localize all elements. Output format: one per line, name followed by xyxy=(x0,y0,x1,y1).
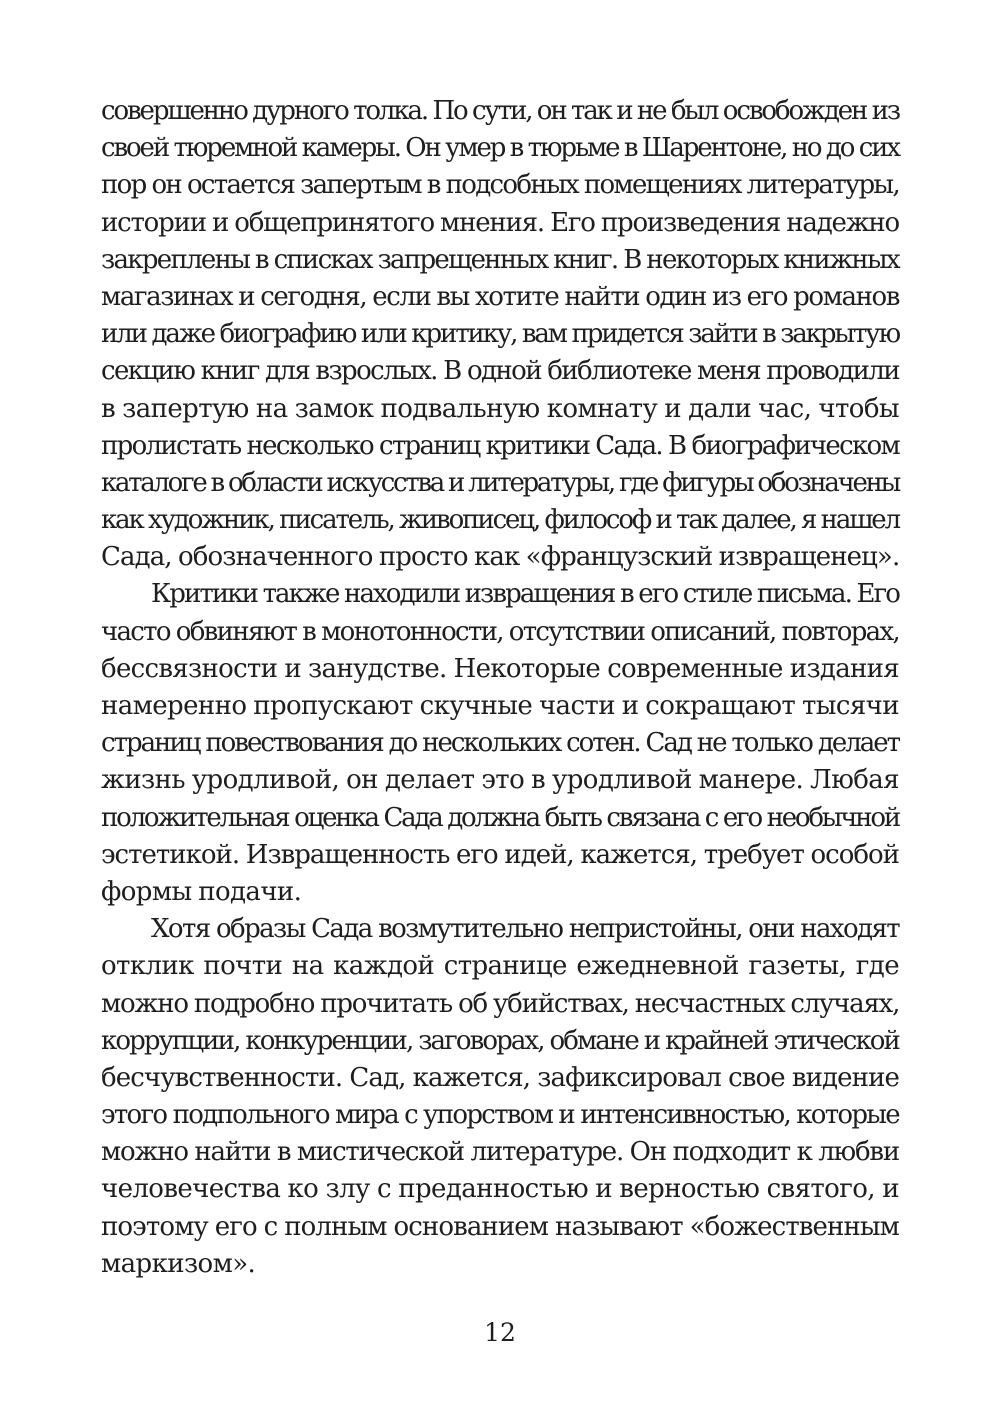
text-line: пор он остается запертым в подсобных помещениях литературы, xyxy=(101,170,899,201)
text-line: Критики также находили извращения в его стиле письма. Его xyxy=(151,579,899,610)
text-line: часто обвиняют в монотонности, отсутствии описаний, повторах, xyxy=(101,616,899,647)
page-number: 12 xyxy=(484,1318,516,1347)
text-line: страниц повествования до нескольких сотен. Сад не только делает xyxy=(101,728,899,759)
text-line: эстетикой. Извращенность его идей, кажется, требует особой xyxy=(101,839,899,870)
paragraph xyxy=(101,576,899,911)
paragraph xyxy=(101,911,899,1283)
text-line: секцию книг для взрослых. В одной библиотеке меня проводили xyxy=(101,356,899,387)
text-line: Сада, обозначенного просто как «французский извращенец». xyxy=(101,542,900,573)
text-line: в запертую на замок подвальную комнату и дали час, чтобы xyxy=(101,393,899,424)
text-line: намеренно пропускают скучные части и сокращают тысячи xyxy=(101,691,899,721)
text-line: отклик почти на каждой странице ежедневной газеты, где xyxy=(101,951,899,982)
text-line: пролистать несколько страниц критики Сада. В биографическом xyxy=(101,430,899,461)
text-line: бессвязности и занудстве. Некоторые современные издания xyxy=(101,653,899,684)
text-line: формы подачи. xyxy=(101,876,302,907)
text-line: совершенно дурного толка. По сути, он так и не был освобожден из xyxy=(101,96,899,126)
text-line: или даже биографию или критику, вам придется зайти в закрытую xyxy=(101,319,899,350)
text-line: человечества ко злу с преданностью и верностью святого, и xyxy=(101,1174,899,1205)
text-line: магазинах и сегодня, если вы хотите найти один из его романов xyxy=(101,281,899,312)
text-line: каталоге в области искусства и литературы, где фигуры обозначены xyxy=(101,467,899,498)
text-line: бесчувственности. Сад, кажется, зафиксировал свое видение xyxy=(101,1062,899,1093)
text-line: истории и общепринятого мнения. Его произведения надежно xyxy=(101,207,899,238)
paragraph xyxy=(101,93,899,576)
body-text xyxy=(101,93,899,1283)
text-line: Хотя образы Сада возмутительно непристойны, они находят xyxy=(151,914,899,945)
text-line: маркизом». xyxy=(101,1248,256,1279)
text-line: положительная оценка Сада должна быть связана с его необычной xyxy=(101,802,899,833)
text-line: как художник, писатель, живописец, философ и так далее, я нашел xyxy=(101,505,899,536)
text-line: жизнь уродливой, он делает это в уродливой манере. Любая xyxy=(101,765,899,796)
text-line: этого подпольного мира с упорством и интенсивностью, которые xyxy=(101,1100,899,1131)
text-line: своей тюремной камеры. Он умер в тюрьме в Шарентоне, но до сих xyxy=(101,133,899,164)
text-line: можно найти в мистической литературе. Он подходит к любви xyxy=(101,1137,899,1168)
text-line: закреплены в списках запрещенных книг. В некоторых книжных xyxy=(101,244,899,275)
text-line: поэтому его с полным основанием называют «божественным xyxy=(101,1211,899,1242)
text-line: коррупции, конкуренции, заговорах, обмане и крайней этической xyxy=(101,1025,899,1056)
text-line: можно подробно прочитать об убийствах, несчастных случаях, xyxy=(101,988,900,1019)
